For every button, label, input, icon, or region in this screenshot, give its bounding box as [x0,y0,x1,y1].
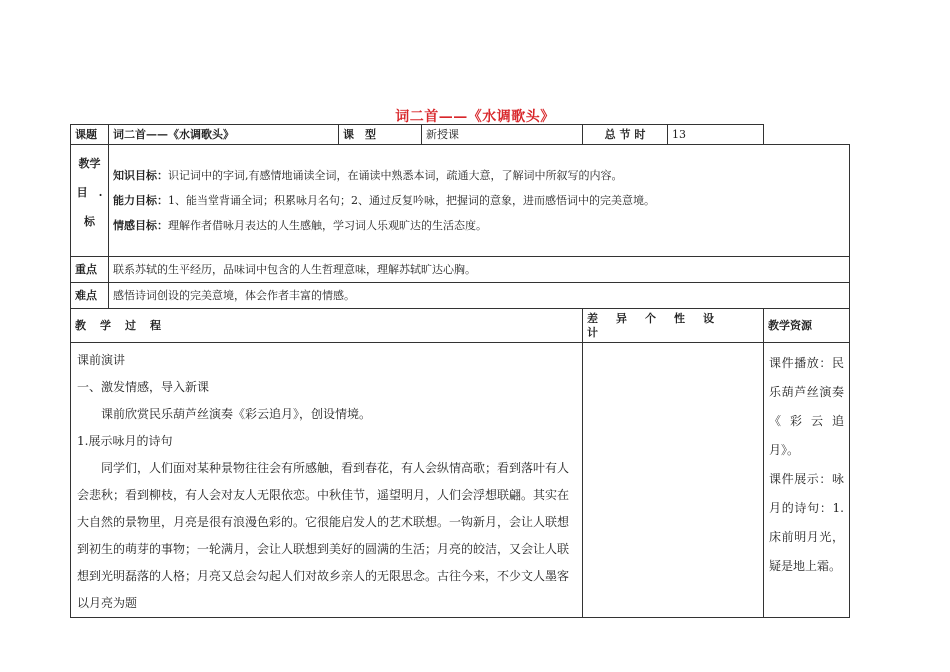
ability-objective [113,188,845,213]
knowledge-objective-label: 知识目标： [113,169,168,182]
hours-label: 总 节 时 [583,125,668,145]
key-point-row [71,257,850,283]
difficulty-row [71,283,850,309]
resource-2: 课件展示：咏月的诗句：1.床前明月光，疑是地上霜。 [769,472,844,573]
knowledge-objective-text: 识记词中的字词,有感情地诵读全词，在诵读中熟悉本词，疏通大意，了解词中所叙写的内容。 [168,169,623,182]
emotion-objective [113,213,845,238]
emotion-objective-label: 情感目标： [113,219,168,232]
difficulty-label: 难点 [71,283,109,309]
difficulty-text: 感悟诗词创设的完美意境，体会作者丰富的情感。 [109,283,850,309]
objectives-label [71,145,109,257]
diff-design-content [583,343,764,618]
lesson-plan-table [70,124,850,618]
ability-objective-label: 能力目标： [113,194,168,207]
resources-header: 教学资源 [764,309,850,343]
ability-objective-text: 1、能当堂背诵全词；积累咏月名句；2、通过反复吟咏，把握词的意象，进而感悟词中的完美意境。 [168,194,655,207]
type-value: 新授课 [422,125,583,145]
objectives-label-3: 标 [84,215,95,228]
process-line-3: 课前欣赏民乐葫芦丝演奏《彩云追月》，创设情境。 [101,407,372,421]
process-line-4: 1.展示咏月的诗句 [77,434,173,448]
key-point-label: 重点 [71,257,109,283]
document-title: 词二首——《水调歌头》 [395,109,555,125]
subject-label: 课题 [71,125,109,145]
process-header-row [71,309,850,343]
knowledge-objective [113,163,845,188]
resources-content [764,343,850,618]
process-line-2: 一、激发情感，导入新课 [77,380,210,394]
process-paragraph: 同学们，人们面对某种景物往往会有所感触，看到春花，有人会纵情高歌；看到落叶有人会悲秋；看到柳枝，有人会对友人无限依恋。中秋佳节，遥望明月，人们会浮想联翩。其实在大自然的景物里，月亮是很有浪漫色彩的。它很能启发人的艺术联想。一钩新月，会让人联想到初生的萌芽的事物；一轮满月，会让人联想到美好的圆满的生活；月亮的皎洁，又会让人联想到光明磊落的人格；月亮又总会勾起人们对故乡亲人的无限思念。古往今来，不少文人墨客以月亮为题 [77,461,570,610]
process-body-row [71,343,850,618]
resource-1: 课件播放：民乐葫芦丝演奏《彩云追月》。 [769,356,844,457]
process-line-1: 课前演讲 [77,353,126,367]
objectives-content [109,145,850,257]
objectives-label-2: 目 . [76,186,103,199]
hours-value: 13 [668,125,764,145]
key-point-text: 联系苏轼的生平经历，品味词中包含的人生哲理意味，理解苏轼旷达心胸。 [109,257,850,283]
subject-value: 词二首——《水调歌头》 [109,125,339,145]
objectives-label-1: 教学 [78,157,101,170]
emotion-objective-text: 理解作者借咏月表达的人生感触，学习词人乐观旷达的生活态度。 [168,219,487,232]
diff-design-header: 差异个性设计 [583,309,764,343]
objectives-row [71,145,850,257]
process-content [71,343,583,618]
header-row [71,125,850,145]
process-header: 教学过程 [71,309,583,343]
type-label: 课 型 [339,125,422,145]
